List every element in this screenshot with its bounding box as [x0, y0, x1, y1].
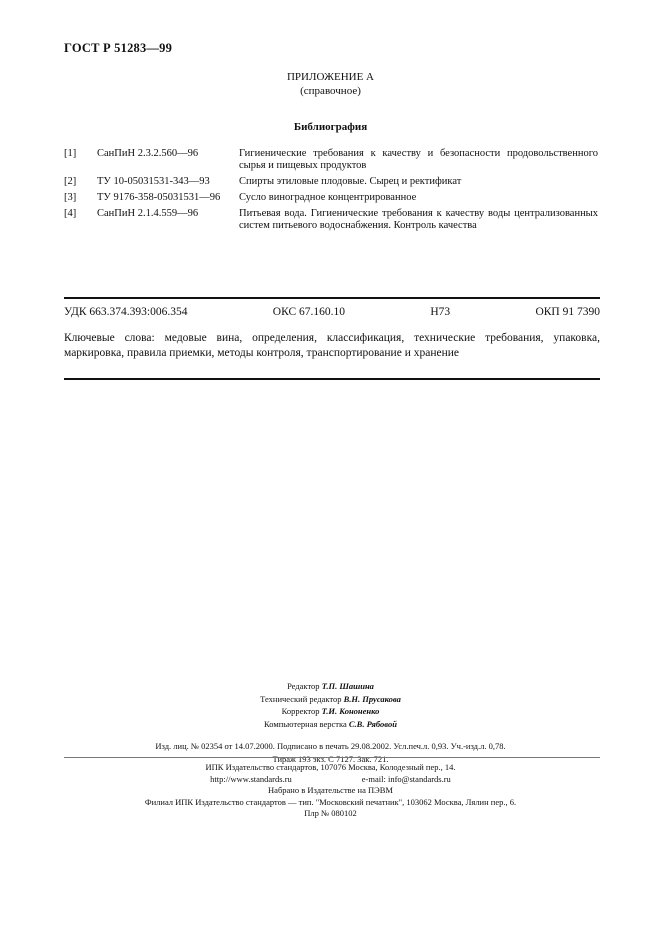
h-code: Н73: [430, 306, 451, 318]
editor-name: Т.П. Шашина: [321, 681, 374, 691]
okp-code: ОКП 91 7390: [535, 306, 600, 318]
bibliography-item: [64, 176, 598, 192]
publisher-website[interactable]: http://www.standards.ru: [210, 773, 292, 784]
bibliography-item: [64, 192, 598, 208]
item-description: Гигиенические требования к качеству и безопасности продовольственного сырья и пищевых продуктов: [239, 148, 598, 171]
publisher-contacts: [0, 774, 661, 786]
item-description: Спирты этиловые плодовые. Сырец и ректификат: [239, 176, 462, 187]
editor-label: Редактор: [287, 681, 320, 691]
publisher-address: ИПК Издательство стандартов, 107076 Москва, Колодезный пер., 14.: [205, 762, 456, 772]
tech-editor-name: В.Н. Прусакова: [343, 693, 401, 704]
publisher-email[interactable]: e-mail: info@standards.ru: [361, 773, 451, 784]
item-code: ТУ 10-05031531-343—93: [97, 176, 210, 187]
item-number: [2]: [64, 176, 77, 187]
item-description: Питьевая вода. Гигиенические требования к качеству воды централизованных систем питьевого водоснабжения. Контроль качества: [239, 208, 598, 231]
classification-row: [64, 306, 600, 318]
bibliography-list: [64, 148, 598, 236]
imprint-divider: [64, 757, 600, 758]
corrector-label: Корректор: [281, 706, 320, 716]
tech-editor-line: [0, 693, 661, 706]
appendix-title: ПРИЛОЖЕНИЕ А: [286, 71, 374, 83]
imprint-block: [0, 680, 661, 765]
publisher-block: [0, 762, 661, 820]
appendix-subtitle: (справочное): [300, 85, 361, 97]
bibliography-item: [64, 208, 598, 236]
typeset-note: Набрано в Издательстве на ПЭВМ: [268, 785, 393, 795]
appendix-heading: [0, 70, 661, 98]
layout-line: [0, 718, 661, 731]
keywords: Ключевые слова: медовые вина, определения, классификация, технические требования, упаковка, маркировка, правила приемки, методы контроля, транспортирование и хранение: [64, 332, 600, 359]
branch-address: Филиал ИПК Издательство стандартов — тип. "Московский печатник", 103062 Москва, Лялин пер., 6.: [144, 796, 517, 807]
layout-label: Компьютерная верстка: [264, 718, 347, 729]
editor-line: [0, 680, 661, 693]
divider-bottom: [64, 378, 600, 380]
license-line: Изд. лиц. № 02354 от 14.07.2000. Подписано в печать 29.08.2002. Усл.печ.л. 0,93. Уч.-изд.л. 0,78.: [155, 741, 506, 751]
item-code: ТУ 9176-358-05031531—96: [97, 192, 221, 203]
item-code: СанПиН 2.3.2.560—96: [97, 148, 199, 159]
item-number: [1]: [64, 148, 77, 159]
item-number: [4]: [64, 208, 77, 219]
bibliography-title: Библиография: [293, 121, 368, 133]
corrector-name: Т.И. Кононенко: [321, 706, 380, 716]
item-number: [3]: [64, 192, 77, 203]
udk-code: УДК 663.374.393:006.354: [64, 306, 188, 318]
corrector-line: [0, 705, 661, 718]
item-code: СанПиН 2.1.4.559—96: [97, 208, 199, 219]
layout-name: С.В. Рябовой: [348, 718, 397, 729]
print-run-line: Тираж 193 экз. С 7127. Зак. 721.: [272, 753, 389, 764]
item-description: Сусло виноградное концентрированное: [239, 192, 417, 203]
plr-number: Плр № 080102: [304, 808, 357, 818]
divider-top: [64, 297, 600, 299]
standard-code: ГОСТ Р 51283—99: [64, 41, 173, 55]
oks-code: ОКС 67.160.10: [272, 306, 345, 318]
tech-editor-label: Технический редактор: [260, 693, 342, 704]
bibliography-item: [64, 148, 598, 176]
